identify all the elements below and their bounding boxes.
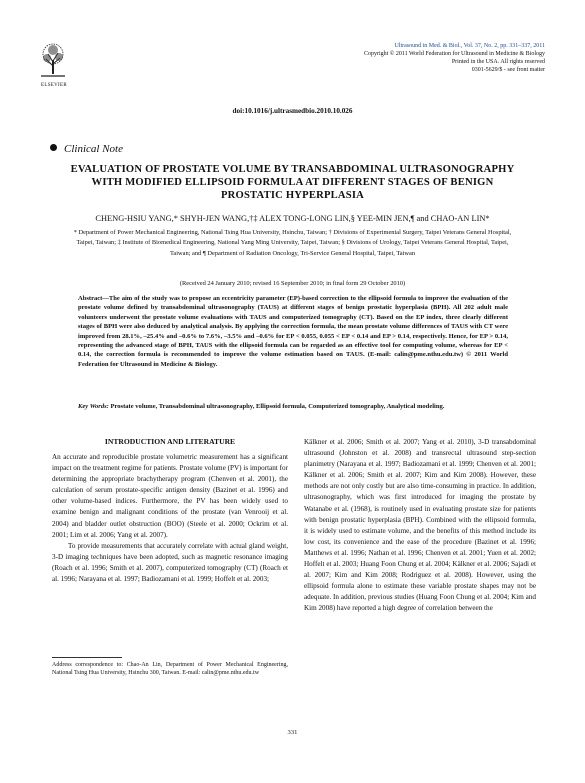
body-column-left bbox=[52, 452, 288, 585]
body-paragraph: Kälkner et al. 2006; Smith et al. 2007; Yang et al. 2010), 3-D transabdominal ultrasound (Johnston et al. 2008) and transrectal ultrasound step-section planimetry (Narayana et al. 1997; Badiozamani et al. 1999; Chenven et al. 2001; Kälkner et al. 2006; Smith et al. 2007; Kim and Kim 2008). However, these methods are not only costly but are also time-consuming in practice. In addition, ultrasonography, which was first introduced for imaging the prostate by Watanabe et al. (1968), is routinely used in evaluating prostate size for patients with benign prostatic hyperplasia (BPH). Combined with the ellipsoid formula, it is widely used to estimate volume, and the benefits of this method include its low cost, its convenience and the ease of the procedure (Bazinet et al. 1996; Matthews et al. 1996; Nathan et al. 1996; Chenven et al. 2001; Yuen et al. 2002; Hoffelt et al. 2003; Huang Foon Chung et al. 2004; Kälkner et al. 2006; Sajadi et al. 2007; Kim and Kim 2008; Rodriguez et al. 2008). However, using the ellipsoid formula alone to estimate these variable prostate shapes may not be adequate. In addition, previous studies (Huang Foon Chung et al. 2004; Kim and Kim 2008) have reported a high degree of correlation between the bbox=[304, 438, 536, 613]
journal-info bbox=[205, 42, 545, 74]
correspondence-footnote: Address correspondence to: Chao-An Lin, Department of Power Mechanical Engineering, National Tsing Hua University, Hsinchu 300, Taiwan. E-mail: calin@pme.nthu.edu.tw bbox=[52, 662, 288, 677]
article-title: EVALUATION OF PROSTATE VOLUME BY TRANSABDOMINAL ULTRASONOGRAPHY WITH MODIFIED ELLIPSOID FORMULA AT DIFFERENT STAGES OF BENIGN PROSTATIC HYPERPLASIA bbox=[70, 164, 515, 201]
section-label-text: Clinical Note bbox=[64, 143, 123, 155]
publisher-logo-label: ELSEVIER bbox=[40, 83, 67, 88]
copyright-line: Copyright © 2011 World Federation for Ultrasound in Medicine & Biology bbox=[363, 51, 545, 57]
body-paragraph: An accurate and reproducible prostate volumetric measurement has a significant impact on the treatment regime for patients. Prostate volume (PV) is important for determining the appropriate brachytherapy program (Chenven et al. 2001), the calculation of serum prostate-specific antigen density (Bazinet et al. 1996) and other volume-based indices. Furthermore, the PV has been widely used to examine benign and malignant conditions of the prostate (van Venrooij et al. 2004) and bladder outlet obstruction (BOO) (Steele et al. 2000; Ockrim et al. 2001; Lim et al. 2006; Yang et al. 2007). bbox=[52, 453, 288, 539]
affiliations: * Department of Power Mechanical Engineering, National Tsing Hua University, Hsinchu, Taiwan; † Divisions of Experimental Surgery, Taipei Veterans General Hospital, Taipei, Taiwan; ‡ Institute of Biomedical Engineering, National Yang Ming University, Taipei, Taiwan; § Divisions of Urology, Taipei Veterans General Hospital, Taipei, Taiwan; and ¶ Department of Radiation Oncology, Tri-Service General Hospital, Taipei, Taiwan bbox=[73, 229, 512, 257]
section-heading: INTRODUCTION AND LITERATURE bbox=[104, 437, 236, 446]
printed-line: Printed in the USA. All rights reserved bbox=[451, 59, 545, 65]
section-label bbox=[50, 143, 123, 155]
keywords bbox=[78, 402, 508, 411]
page-number: 331 bbox=[287, 729, 298, 736]
keywords-text: Prostate volume, Transabdominal ultrasonography, Ellipsoid formula, Computerized tomography, Analytical modeling. bbox=[108, 403, 445, 410]
footnote-divider bbox=[52, 657, 122, 658]
body-paragraph: To provide measurements that accurately correlate with actual gland weight, 3-D imaging techniques have been adopted, such as magnetic resonance imaging (Roach et al. 1996; Smith et al. 2007), computerized tomography (CT) (Roach et al. 1996; Narayana et al. 1997; Badiozamani et al. 1999; Hoffelt et al. 2003; bbox=[52, 541, 288, 584]
doi-link[interactable]: doi:10.1016/j.ultrasmedbio.2010.10.026 bbox=[232, 107, 353, 115]
publisher-logo-icon bbox=[33, 40, 73, 80]
journal-citation[interactable]: Ultrasound in Med. & Biol., Vol. 37, No. 2, pp. 331–337, 2011 bbox=[394, 43, 545, 49]
received-dates: (Received 24 January 2010; revised 16 September 2010; in final form 29 October 2010) bbox=[179, 280, 406, 287]
keywords-label: Key Words: bbox=[78, 403, 109, 410]
issn-line: 0301-5629/$ - see front matter bbox=[471, 67, 545, 73]
body-column-right bbox=[304, 437, 536, 615]
abstract: Abstract—The aim of the study was to propose an eccentricity parameter (EP)-based correction to the ellipsoid formula to improve the evaluation of the prostate volume defined by transabdominal ultrasonography (TAUS) at different stages of benign prostatic hyperplasia (BPH). All 202 adult male volunteers underwent the prostate volume evaluations with TAUS and computerized tomography (CT). Based on the EP index, three clearly different stages of BPH were also deduced by analytical analysis. By applying the correction formula, the mean prostate volume differences of TAUS with CT were improved from 28.1%, –25.4% and –0.6% to 7.6%, –3.5% and –0.6% for EP < 0.055, 0.055 < EP < 0.14 and EP > 0.14, respectively. Hence, for EP > 0.14, representing the advanced stage of BPH, TAUS with the ellipsoid formula can be regarded as an effective tool for computing volume, whereas for EP < 0.14, the correction formula is recommended to improve the volume estimation based on TAUS. (E-mail: calin@pme.nthu.edu.tw) © 2011 World Federation for Ultrasound in Medicine & Biology. bbox=[78, 295, 508, 368]
author-list: CHENG-HSIU YANG,* SHYH-JEN WANG,†‡ ALEX TONG-LONG LIN,§ YEE-MIN JEN,¶ and CHAO-AN LIN* bbox=[95, 214, 490, 223]
bullet-icon bbox=[50, 144, 57, 151]
